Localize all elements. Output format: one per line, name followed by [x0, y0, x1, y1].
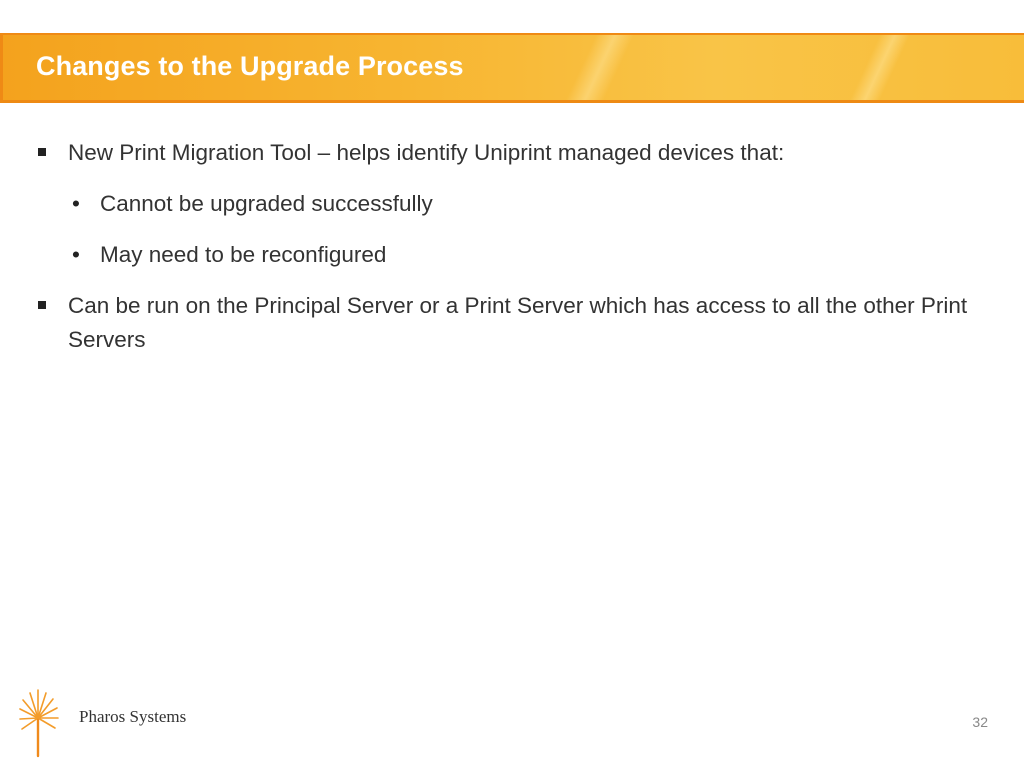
bullet-list	[36, 136, 986, 357]
pharos-starburst-logo-icon	[18, 684, 78, 760]
bullet-item	[36, 289, 986, 357]
sub-bullet-text: May need to be reconfigured	[100, 242, 387, 267]
bullet-text: New Print Migration Tool – helps identify Uniprint managed devices that:	[68, 140, 785, 165]
square-bullet-icon	[38, 301, 46, 309]
round-bullet-icon: •	[72, 242, 80, 267]
bullet-text: Can be run on the Principal Server or a Print Server which has access to all the other Print Servers	[68, 293, 968, 352]
sub-bullet-item	[36, 238, 986, 272]
sub-bullet-item	[36, 187, 986, 221]
square-bullet-icon	[38, 148, 46, 156]
sub-bullet-text: Cannot be upgraded successfully	[100, 191, 433, 216]
round-bullet-icon: •	[72, 191, 80, 216]
title-bar-edge	[0, 33, 3, 103]
slide-title: Changes to the Upgrade Process	[36, 51, 464, 81]
page-number: 32	[972, 714, 988, 730]
company-name: Pharos Systems	[79, 707, 187, 726]
bullet-item	[36, 136, 986, 170]
